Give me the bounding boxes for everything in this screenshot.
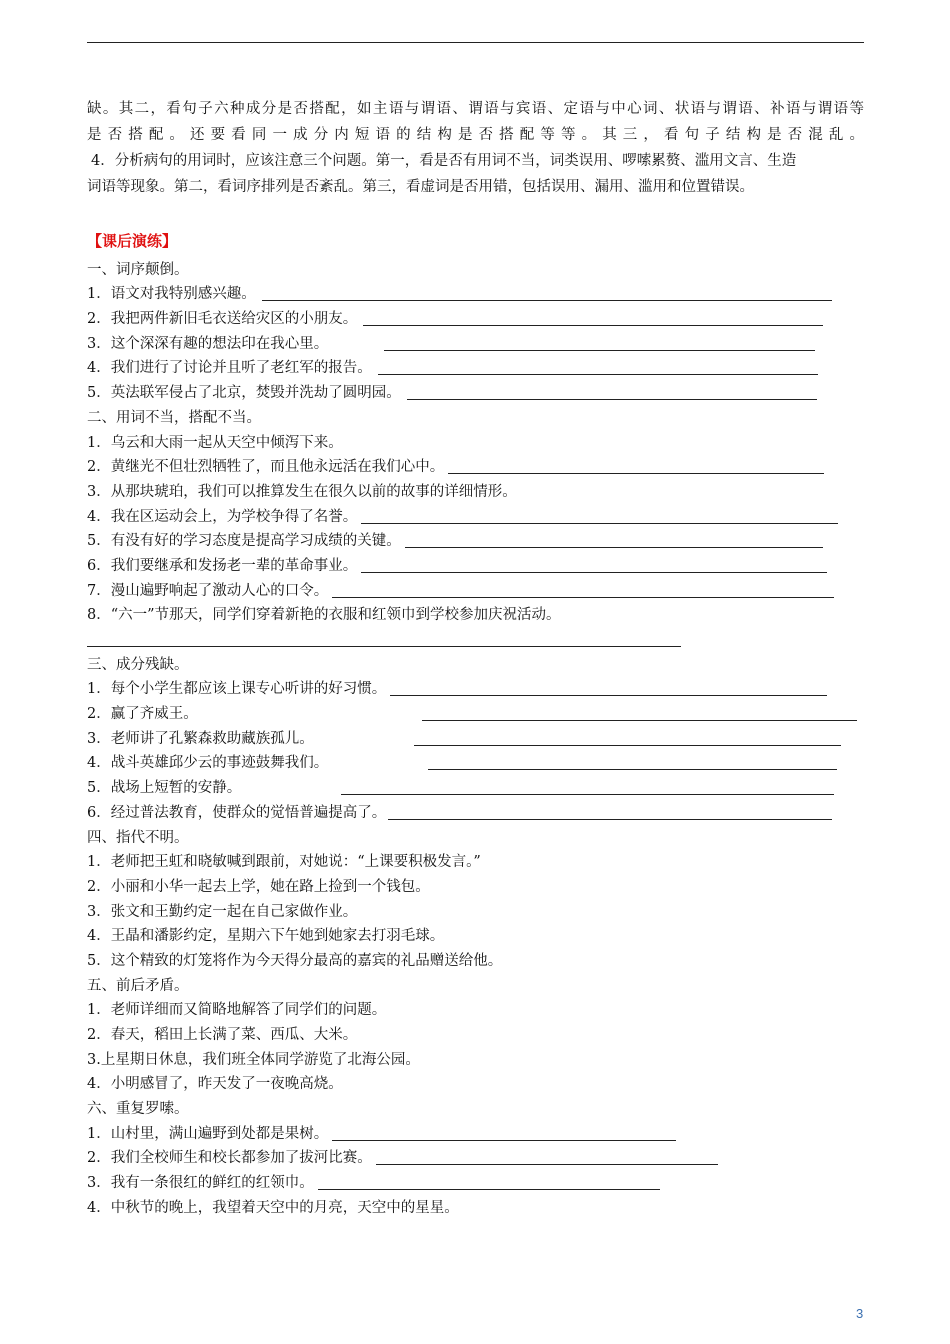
answer-blank[interactable] [361,572,827,573]
intro-line-3: 4．分析病句的用词时，应该注意三个问题。第一，看是否有用词不当，词类误用、啰嗦累赘、滥用文言、生造 [91,153,797,169]
list-item [87,1169,864,1194]
answer-blank[interactable] [414,745,841,746]
item-text: 6．经过普法教育，使群众的觉悟普遍提高了。 [87,804,387,821]
list-item [87,626,864,651]
section-title: 【课后演练】 [87,232,178,250]
list-item [87,404,864,429]
item-text: 2．赢了齐威王。 [87,706,198,723]
item-text: 2．黄继光不但壮烈牺牲了，而且他永远活在我们心中。 [87,459,445,476]
list-item [87,1095,864,1120]
heading-unclear-reference: 四、指代不明。 [87,829,189,846]
item-text: 4．王晶和潘影约定，星期六下午她到她家去打羽毛球。 [87,928,445,945]
item-text: 5．有没有好的学习态度是提高学习成绩的关键。 [87,533,401,550]
item-text: 5．这个精致的灯笼将作为今天得分最高的嘉宾的礼品赠送给他。 [87,952,503,969]
item-text: 3．张文和王勤约定一起在自己家做作业。 [87,903,358,920]
item-text: 4．战斗英雄邱少云的事迹鼓舞我们。 [87,755,329,772]
answer-blank[interactable] [361,523,838,524]
intro-line-4: 词语等现象。第二，看词序排列是否紊乱。第三，看虚词是否用错，包括误用、漏用、滥用和位置错误。 [87,179,754,195]
item-text: 2．小丽和小华一起去上学，她在路上捡到一个钱包。 [87,878,430,895]
item-text: 5．战场上短暂的安静。 [87,780,242,797]
answer-blank[interactable] [388,819,832,820]
list-item [87,997,864,1022]
answer-blank[interactable] [376,1164,718,1165]
answer-blank[interactable] [390,695,827,696]
list-item [87,1021,864,1046]
list-item [87,824,864,849]
list-item [87,923,864,948]
list-item [87,799,864,824]
list-item [87,1120,864,1145]
list-item [87,676,864,701]
intro-paragraph [87,96,864,200]
page-number: 3 [856,1306,864,1321]
item-text: 3.上星期日休息，我们班全体同学游览了北海公园。 [87,1051,420,1068]
answer-blank[interactable] [384,350,815,351]
item-text: 3．这个深深有趣的想法印在我心里。 [87,335,329,352]
item-text: 1．乌云和大雨一起从天空中倾泻下来。 [87,434,343,451]
answer-blank[interactable] [378,374,818,375]
intro-line-2: 是否搭配。还要看同一成分内短语的结构是否搭配等等。其三，看句子结构是否混乱。 [87,127,864,143]
item-text: 3．我有一条很红的鲜红的红领巾。 [87,1175,314,1192]
answer-blank[interactable] [422,720,857,721]
answer-blank[interactable] [363,325,823,326]
exercise-list [87,256,864,1219]
answer-blank[interactable] [318,1189,660,1190]
list-item [87,355,864,380]
item-text: 3．从那块琥珀，我们可以推算发生在很久以前的故事的详细情形。 [87,483,517,500]
list-item [87,947,864,972]
item-text: 5．英法联军侵占了北京，焚毁并洗劫了圆明园。 [87,385,401,402]
item-text: 7．漫山遍野响起了激动人心的口令。 [87,582,329,599]
answer-blank[interactable] [341,794,834,795]
list-item [87,577,864,602]
item-text: 1．语文对我特别感兴趣。 [87,286,256,303]
list-item [87,1046,864,1071]
item-text: 3．老师讲了孔繁森救助藏族孤儿。 [87,730,314,747]
list-item [87,700,864,725]
heading-word-order: 一、词序颠倒。 [87,261,189,278]
list-item [87,305,864,330]
heading-word-misuse: 二、用词不当，搭配不当。 [87,409,261,426]
list-item [87,1194,864,1219]
list-item [87,478,864,503]
item-text: 2．我们全校师生和校长都参加了拔河比赛。 [87,1150,372,1167]
list-item [87,503,864,528]
item-text: 4．我们进行了讨论并且听了老红军的报告。 [87,360,372,377]
answer-blank[interactable] [448,473,824,474]
list-item [87,454,864,479]
item-text: 1．山村里，满山遍野到处都是果树。 [87,1125,329,1142]
list-item [87,725,864,750]
list-item [87,256,864,281]
heading-redundancy: 六、重复罗嗦。 [87,1101,189,1118]
item-text: 4．我在区运动会上，为学校争得了名誉。 [87,508,358,525]
list-item [87,379,864,404]
list-item [87,552,864,577]
answer-blank[interactable] [428,769,837,770]
list-item [87,429,864,454]
item-text: 4．中秋节的晚上，我望着天空中的月亮，天空中的星星。 [87,1199,459,1216]
answer-blank[interactable] [262,300,832,301]
heading-contradiction: 五、前后矛盾。 [87,977,189,994]
list-item [87,330,864,355]
item-text: 1．老师详细而又简略地解答了同学们的问题。 [87,1002,387,1019]
answer-blank[interactable] [332,597,834,598]
list-item [87,849,864,874]
item-text: 1．老师把王虹和晓敏喊到跟前，对她说：“上课要积极发言。” [87,854,481,871]
item-text: 6．我们要继承和发扬老一辈的革命事业。 [87,557,358,574]
intro-line-1: 缺。其二，看句子六种成分是否搭配，如主语与谓语、谓语与宾语、定语与中心词、状语与谓语、补语与谓语等 [87,101,864,117]
list-item [87,528,864,553]
list-item [87,774,864,799]
item-text: 1．每个小学生都应该上课专心听讲的好习惯。 [87,681,387,698]
list-item [87,750,864,775]
list-item [87,898,864,923]
answer-blank[interactable] [405,547,823,548]
list-item [87,1071,864,1096]
list-item [87,1145,864,1170]
header-rule [87,42,864,43]
list-item [87,281,864,306]
item-text: 2．春天，稻田上长满了菜、西瓜、大米。 [87,1027,358,1043]
answer-blank[interactable] [332,1140,676,1141]
list-item [87,651,864,676]
list-item [87,972,864,997]
item-text: 8．“六一”节那天，同学们穿着新艳的衣服和红领巾到学校参加庆祝活动。 [87,607,561,624]
list-item [87,873,864,898]
item-text: 4．小明感冒了，昨天发了一夜晚高烧。 [87,1076,343,1093]
list-item [87,602,864,627]
item-text: 2．我把两件新旧毛衣送给灾区的小朋友。 [87,311,358,328]
heading-missing-component: 三、成分残缺。 [87,656,189,673]
answer-blank[interactable] [87,646,681,647]
answer-blank[interactable] [407,399,817,400]
